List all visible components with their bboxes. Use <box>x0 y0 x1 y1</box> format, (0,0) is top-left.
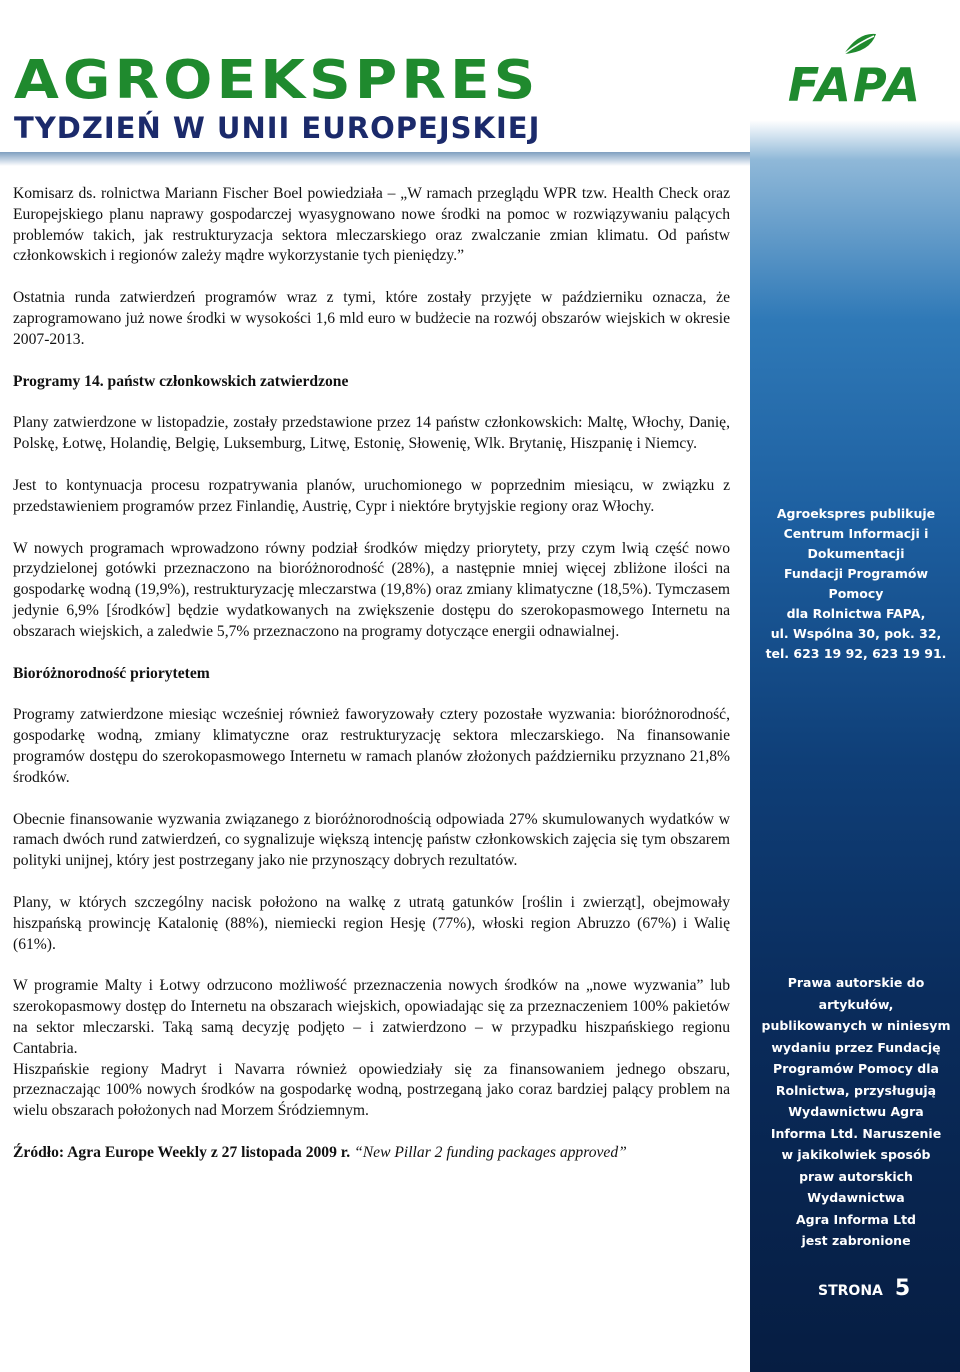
page-indicator <box>818 1276 910 1301</box>
info-line: Fundacji Programów Pomocy <box>783 566 929 601</box>
right-sidebar <box>750 0 960 1372</box>
copyright-line: Prawa autorskie do artykułów, <box>787 975 925 1012</box>
info-line: Agroekspres publikuje <box>776 506 936 521</box>
copyright-notice <box>758 972 954 1252</box>
article-paragraph: Programy zatwierdzone miesiąc wcześniej również faworyzowały cztery pozostałe wyzwania: bioróżnorodność, gospodarkę wodną, zmiany klimatyczne oraz restrukturyzację sektora mleczarskiego. Na finansowanie programów dostępu do szerokopasmowego Internetu w ramach planów złożonych październiku przyznano 21,8% środków. <box>13 706 730 786</box>
source-label: Źródło: Agra Europe Weekly z 27 listopada 2009 r. <box>13 1143 351 1161</box>
logo-subtitle: TYDZIEŃ W UNII EUROPEJSKIEJ <box>14 111 541 145</box>
copyright-line: Informa Ltd. Naruszenie <box>770 1125 942 1141</box>
article-paragraph: Jest to kontynuacja procesu rozpatrywania planów, uruchomionego w poprzednim miesiącu, w związku z przedstawieniem programów przez Finlandię, Austrię, Cypr i niektóre brytyjskie regiony oraz Włochy. <box>13 476 730 515</box>
copyright-line: wydaniu przez Fundację <box>771 1039 941 1055</box>
publisher-info <box>758 504 954 664</box>
fapa-logo <box>768 30 942 115</box>
masthead <box>0 0 750 170</box>
source-title: “New Pillar 2 funding packages approved” <box>354 1143 627 1161</box>
article-paragraph: W programie Malty i Łotwy odrzucono możliwość przeznaczenia nowych środków na „nowe wyzwania” lub szerokopasmowy dostęp do Internetu na obszarach wiejskich, opowiadając się za przeznaczeniem 100% pakietów na sektor mleczarski. Taką samą decyzję podjęto – i zatwierdzono – w przypadku hiszpańskiego regionu Cantabria. <box>13 977 730 1057</box>
article-paragraph: Plany zatwierdzone w listopadzie, zostały przedstawione przez 14 państw członkowskich: Maltę, Włochy, Danię, Polskę, Łotwę, Holandię, Belgię, Luksemburg, Litwę, Estonię, Słowenię, Wlk. Brytanię, Hiszpanię i Niemcy. <box>13 414 730 453</box>
copyright-line: jest zabronione <box>801 1233 911 1248</box>
copyright-line: Rolnictwa, przysługują <box>775 1082 937 1098</box>
fapa-logo-text: FAPA <box>787 58 923 112</box>
copyright-line: w jakikolwiek sposób <box>781 1147 931 1162</box>
page-number: 5 <box>894 1276 911 1301</box>
leaf-icon <box>840 30 880 58</box>
header-divider <box>0 152 750 166</box>
copyright-line: Agra Informa Ltd <box>795 1211 916 1227</box>
copyright-line: Programów Pomocy dla <box>773 1061 939 1076</box>
copyright-line: publikowanych w niniesym <box>761 1018 951 1033</box>
agroekspres-logo: AGROEKSPRES <box>14 48 540 111</box>
info-line: ul. Wspólna 30, pok. 32, <box>770 626 942 641</box>
section-heading: Bioróżnorodność priorytetem <box>13 664 210 682</box>
copyright-line: Wydawnictwu Agra <box>788 1104 924 1119</box>
source-citation <box>13 1143 730 1164</box>
info-line: Centrum Informacji i Dokumentacji <box>783 526 929 561</box>
article-paragraph: Ostatnia runda zatwierdzeń programów wraz z tymi, które zostały przyjęte w październiku oznacza, że zaprogramowano już nowe środki w wysokości 1,6 mld euro w budżecie na rozwój obszarów wiejskich w okresie 2007-2013. <box>13 289 730 348</box>
info-line: tel. 623 19 92, 623 19 91. <box>765 646 947 661</box>
article-body <box>13 184 730 1185</box>
article-paragraph: Hiszpańskie regiony Madryt i Navarra również opowiedziały się za finansowaniem jednego obszaru, przeznaczając 100% nowych środków na gospodarkę wodną, postrzeganą jako coraz bardziej palący problem na wielu obszarach położonych nad Morzem Śródziemnym. <box>13 1060 730 1120</box>
copyright-line: praw autorskich Wydawnictwa <box>799 1168 913 1205</box>
article-paragraph: Obecnie finansowanie wyzwania związanego z bioróżnorodnością odpowiada 27% skumulowanych wydatków w ramach dwóch rund zatwierdzeń, co sygnalizuje większą intencję państw członkowskich zajęcia się tym obszarem polityki unijnej, który jest postrzegany jako nie przynoszący dobrych rezultatów. <box>13 810 730 870</box>
section-heading: Programy 14. państw członkowskich zatwierdzone <box>13 372 349 390</box>
article-paragraph: Plany, w których szczególny nacisk położono na walkę z utratą gatunków [roślin i zwierząt], obejmowały hiszpańską prowincję Katalonię (88%), niemiecki region Hesję (77%), włoski region Abruzzo (67%) i Walię (61%). <box>13 893 730 953</box>
article-paragraph: Komisarz ds. rolnictwa Mariann Fischer Boel powiedziała – „W ramach przeglądu WPR tzw. Health Check oraz Europejskiego planu naprawy gospodarczej wyasygnowano nowe środki na pomoc w rozwiązywaniu palących problemów takich, jak restrukturyzacja sektora mleczarskiego oraz zwalczanie zmian klimatu. Od państw członkowskich i regionów zależy mądre wykorzystanie tych pieniędzy.” <box>13 185 730 265</box>
info-line: dla Rolnictwa FAPA, <box>786 606 926 621</box>
page-label: STRONA <box>818 1283 883 1299</box>
article-paragraph: W nowych programach wprowadzono równy podział środków między priorytety, przy czym lwią część nowo przydzielonej gotówki przeznaczono na bioróżnorodność (28%), a następnie mniej więcej zbliżone ilości na gospodarkę wodną (19,9%), restrukturyzację mleczarstwa (19,8%) oraz zmiany klimatyczne (18,5%). Tymczasem jedynie 6,9% [środków] będzie wydatkowanych na zwiększenie dostępu do szerokopasmowego Internetu na obszarach wiejskich, a zaledwie 5,7% przeznaczono na programy dotyczące energii odnawialnej. <box>13 539 730 640</box>
